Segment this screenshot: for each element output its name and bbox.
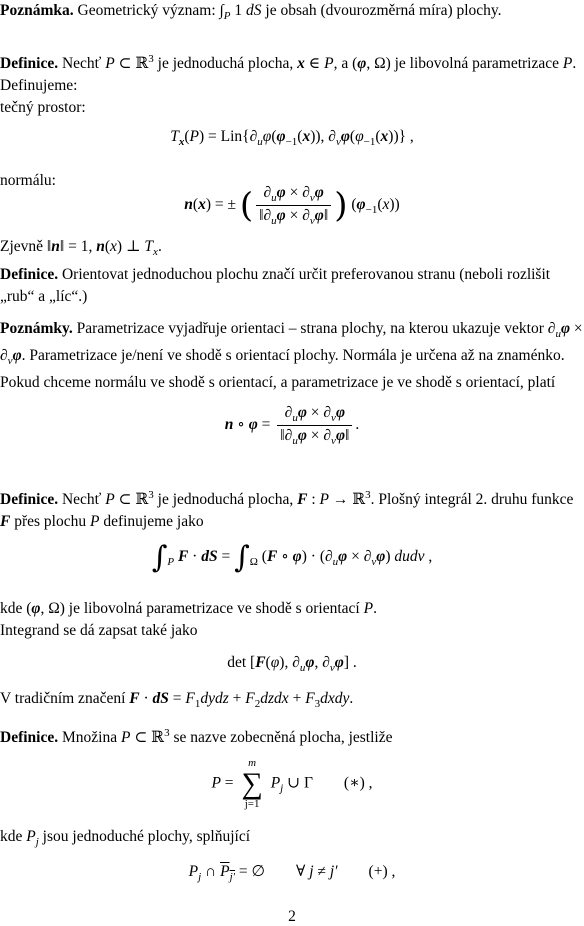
equation-tag-star: (∗) , <box>343 774 373 792</box>
def-text: Nechť <box>61 55 102 72</box>
integrand-note: Integrand se dá zapsat také jako <box>0 622 198 639</box>
generalized-surface-equation: P = m ∑ j=1 $P_j$ ∪ Γ (∗) , <box>211 757 373 810</box>
parametrization-note: kde (φ, Ω) je libovolná parametrizace ve shodě s orientací P. Integrand se dá zapsat také jako <box>0 600 377 639</box>
disjoint-condition: $P_j$ ∩ $P_{j'}$ = ∅ ∀ j ≠ j′ (+) , <box>188 863 396 883</box>
definition-surface-integral: Definice. Nechť P ⊂ ℝ$^3$ je jednoduchá plocha, F : P → ℝ$^3$. Plošný integrál 2. druhu funkce F přes plochu P definujeme jako <box>0 489 574 530</box>
definition-label: Definice. <box>0 55 59 72</box>
obvious-statement: Zjevně ‖n‖ = 1, n(x) ⊥ $T_x$. <box>0 238 162 258</box>
definition-generalized-surface: Definice. Množina P ⊂ ℝ$^3$ se nazve zobecněná plocha, jestliže <box>0 727 393 746</box>
normal-compose-equation: n ∘ φ = $\frac{\partial_u\varphi \times \partial_v\varphi}{‖\partial_u\varphi \times \partial_v\varphi‖}$ . <box>224 404 360 447</box>
determinant-equation: det [F(φ), $\partial_u\varphi$, $\partial_v\varphi$] . <box>227 654 357 674</box>
definition-label: Definice. <box>0 729 59 746</box>
def-text: Orientovat jednoduchou plochu značí určit preferovanou stranu (neboli rozlišit „rub“ a „líc“.) <box>0 266 551 305</box>
simple-surfaces-note: kde $P_j$ jsou jednoduché plochy, splňující <box>0 828 251 848</box>
surface-integral-equation: $\int_P$ F · dS = $\int_\Omega$ (F ∘ $\varphi) \cdot (\partial_u\varphi \times \partial_v\varphi)$ dudv , <box>151 540 433 575</box>
integral-formula: $\int_P$ 1 dS <box>219 2 262 22</box>
definition-label: Definice. <box>0 491 59 508</box>
math-p-subset: P <box>105 55 115 72</box>
definition-orientation <box>0 264 584 308</box>
equation-tag-plus: (+) , <box>368 863 396 880</box>
def-text: je jednoduchá plocha, <box>157 55 294 72</box>
remark-label: Poznámka. <box>0 2 74 19</box>
remark-text: Geometrický význam: <box>77 2 216 19</box>
remark-geometric-meaning <box>0 0 584 27</box>
remarks-parametrization: Poznámky. Parametrizace vyjadřuje orientaci – strana plochy, na kterou ukazuje vektor $\partial_u\varphi \times \partial_v\varphi$. Parametrizace je/není ve shodě s orientací plochy. Normála je určena až na znaménko. Pokud chceme normálu ve shodě s orientací, a parametrizace je ve shodě s orientací, platí <box>0 320 583 391</box>
tangent-label: tečný prostor: <box>0 99 86 116</box>
remark-text-end: je obsah (dvourozměrná míra) plochy. <box>265 2 502 19</box>
traditional-notation: V tradičním značení F · dS = $F_1dydz$ + $F_2dzdx$ + $F_3dxdy$. <box>0 690 354 710</box>
tangent-space-equation: $T_x(P) = Lin\{\partial_u\varphi(\varphi_{-1}(x))$, $\partial_v\varphi(\varphi_{-1}(x))$} , <box>170 128 414 148</box>
normal-equation: n(x) = ± ( $\frac{\partial_u\varphi \times \partial_v\varphi}{‖\partial_u\varphi \times \partial_v\varphi‖}$ ) $(\varphi_{-1}(x))$ <box>184 184 400 227</box>
definition-tangent-normal: Definice. Nechť P ⊂ ℝ$^3$ je jednoduchá plocha, x ∈ P, a (φ, Ω) je libovolná parametrizace P. Definujeme: tečný prostor: <box>0 53 577 116</box>
normal-label: normálu: <box>0 172 56 189</box>
definition-label: Definice. <box>0 266 59 283</box>
page-number: 2 <box>288 908 296 925</box>
remarks-label: Poznámky. <box>0 320 73 337</box>
